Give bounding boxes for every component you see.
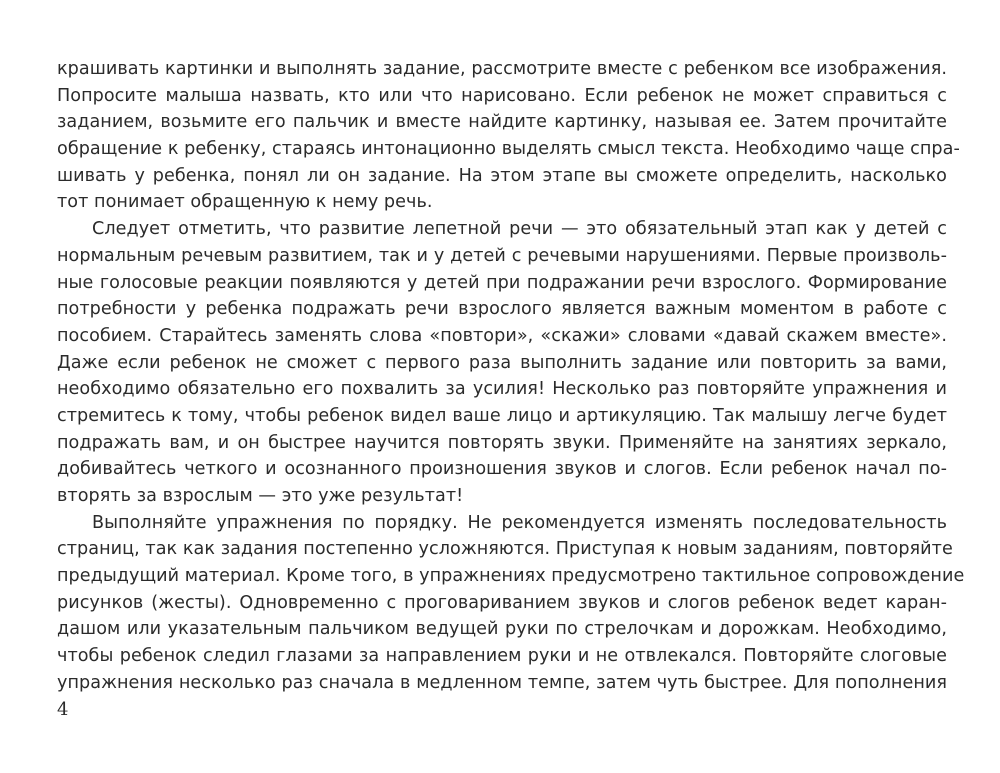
text-line: шивать у ребенка, понял ли он задание. На этом этапе вы сможете определить, насколько [57,165,947,186]
text-line: ные голосовые реакции появляются у детей при подражании речи взрослого. Формирование [57,272,947,293]
text-line: необходимо обязательно его похвалить за усилия! Несколько раз повторяйте упражнения и [57,379,947,400]
text-line: предыдущий материал. Кроме того, в упражнениях предусмотрено тактильное сопровождение [57,566,965,587]
text-line: стремитесь к тому, чтобы ребенок видел ваше лицо и артикуляцию. Так малышу легче будет [57,405,947,426]
page-text [57,56,965,697]
text-line: вторять за взрослым — это уже результат! [57,486,464,506]
page-number: 4 [57,699,69,720]
text-line: тот понимает обращенную к нему речь. [57,192,433,213]
paragraph [57,56,960,216]
paragraph [57,510,965,697]
text-line: Попросите малыша назвать, кто или что нарисовано. Если ребенок не может справиться с [57,85,947,106]
text-line: Выполняйте упражнения по порядку. Не рекомендуется изменять последовательность [92,512,947,533]
text-line: крашивать картинки и выполнять задание, рассмотрите вместе с ребенком все изображения. [57,59,947,79]
text-line: пособием. Старайтесь заменять слова «повтори», «скажи» словами «давай скажем вместе». [57,325,947,346]
text-line: подражать вам, и он быстрее научится повторять звуки. Применяйте на занятиях зеркало, [57,432,947,453]
text-line: рисунков (жесты). Одновременно с проговариванием звуков и слогов ребенок ведет каран- [57,592,947,613]
text-line: дашом или указательным пальчиком ведущей руки по стрелочкам и дорожкам. Необходимо, [57,619,947,640]
text-line: страниц, так как задания постепенно усложняются. Приступая к новым заданиям, повторяйте [57,539,953,560]
paragraph [57,216,947,510]
text-line: нормальным речевым развитием, так и у детей с речевыми нарушениями. Первые произволь- [57,245,947,266]
text-line: потребности у ребенка подражать речи взрослого является важным моментом в работе с [57,299,947,320]
text-line: Даже если ребенок не сможет с первого раза выполнить задание или повторить за вами, [57,352,947,373]
text-line: чтобы ребенок следил глазами за направлением руки и не отвлекался. Повторяйте слоговые [57,646,947,667]
text-line: Следует отметить, что развитие лепетной речи — это обязательный этап как у детей с [92,219,947,240]
text-line: обращение к ребенку, стараясь интонационно выделять смысл текста. Необходимо чаще спра- [57,139,960,160]
text-line: заданием, возьмите его пальчик и вместе найдите картинку, называя ее. Затем прочитайте [57,112,947,133]
text-line: добивайтесь четкого и осознанного произношения звуков и слогов. Если ребенок начал по- [57,459,947,480]
text-line: упражнения несколько раз сначала в медленном темпе, затем чуть быстрее. Для пополнения [57,672,947,693]
